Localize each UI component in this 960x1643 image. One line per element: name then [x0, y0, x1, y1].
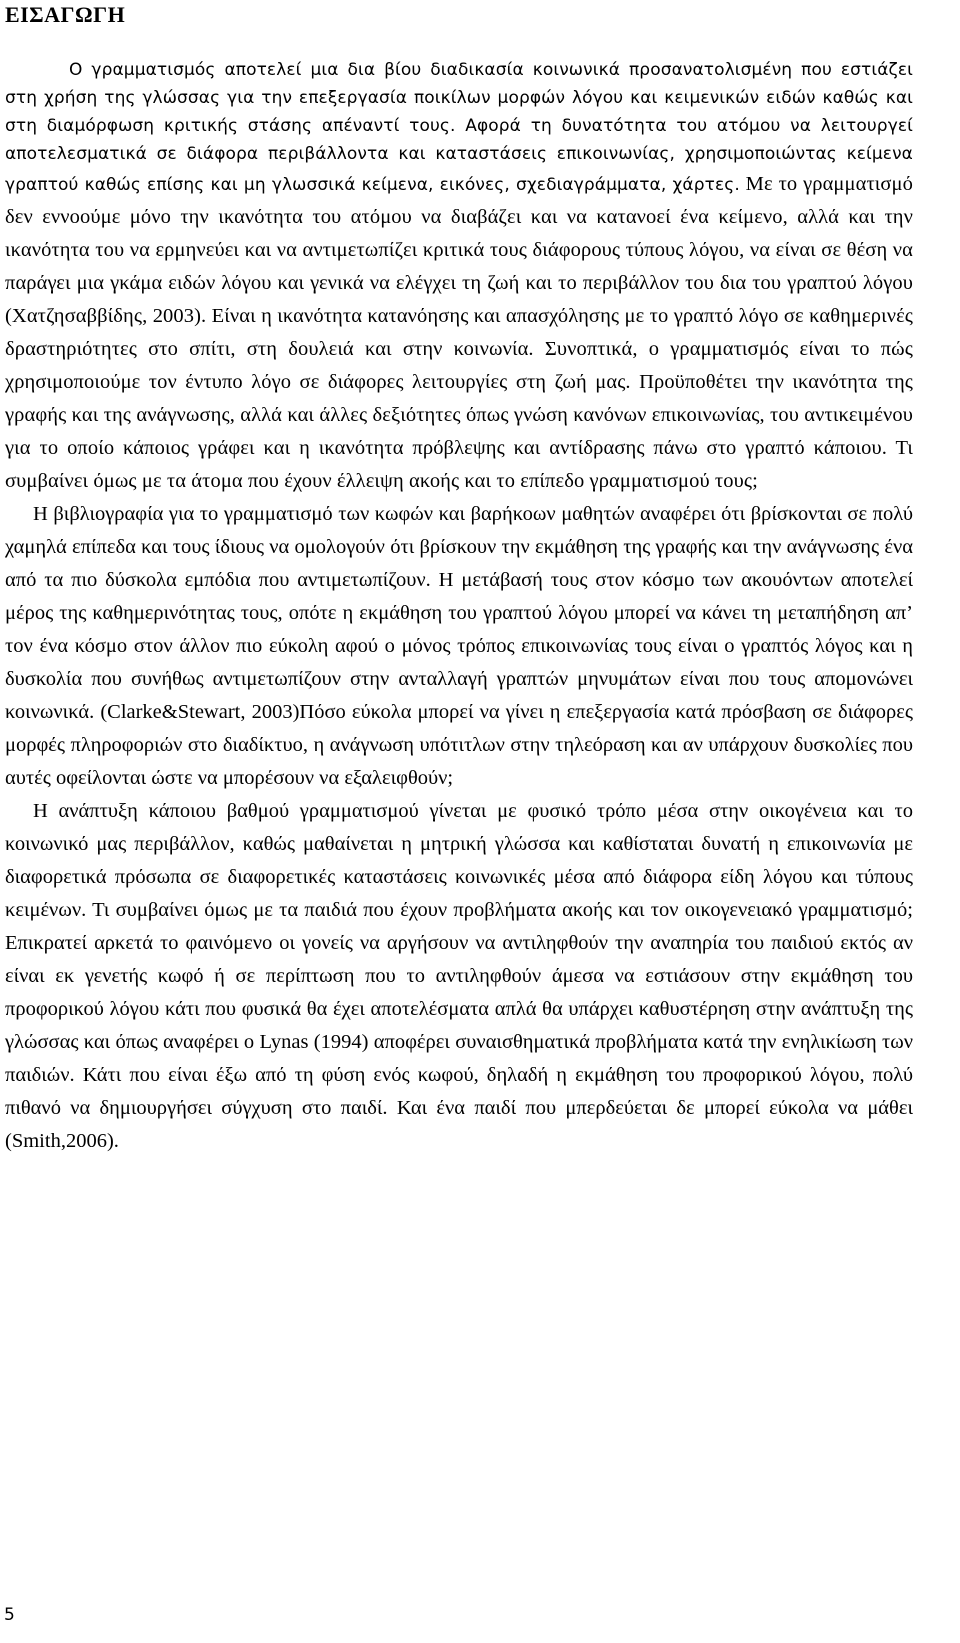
paragraph-family-literacy: Η ανάπτυξη κάποιου βαθμού γραμματισμού γίνεται με φυσικό τρόπο μέσα στην οικογένεια και το κοινωνικό μας περιβάλλον, καθώς μαθαίνεται η μητρική γλώσσα και καθίσταται δυνατή η επικοινωνία με διαφορετικά πρόσωπα σε διαφορετικές καταστάσεις κοινωνικές μέσα από διάφορα είδη λόγου και τύπους κειμένων. Τι συμβαίνει όμως με τα παιδιά που έχουν προβλήματα ακοής και τον οικογενειακό γραμματισμό; Επικρατεί αρκετά το φαινόμενο οι γονείς να αργήσουν να αντιληφθούν την αναπηρία του παιδιού εκτός αν είναι εκ γενετής κωφό ή σε περίπτωση που το αντιληφθούν άμεσα να εστιάσουν στην εκμάθηση του προφορικού λόγου κάτι που φυσικά θα έχει αποτελέσματα απλά θα υπάρχει καθυστέρηση στην ανάπτυξη της γλώσσας και όπως αναφέρει ο Lynas (1994) αποφέρει συναισθηματικά προβλήματα κατά την ενηλικίωση των παιδιών. Κάτι που είναι έξω από τη φύση ενός κωφού, δηλαδή η εκμάθηση του προφορικού λόγου, πολύ πιθανό να δημιουργήσει σύγχυση στο παιδί. Και ένα παιδί που μπερδεύεται δε μπορεί εύκολα να μάθει (Smith,2006).: [5, 800, 913, 1152]
paragraph-intro: [5, 56, 913, 498]
paragraph-intro-text: Ο γραμματισμός αποτελεί μια δια βίου διαδικασία κοινωνικά προσανατολισμένη που εστιάζει στη χρήση της γλώσσας για την επεξεργασία ποικίλων μορφών λόγου και κειμενικών ειδών καθώς και στη διαμόρφωση κριτικής στάσης απέναντί τους. Αφορά τη δυνατότητα του ατόμου να λειτουργεί αποτελεσματικά σε διάφορα περιβάλλοντα και καταστάσεις επικοινωνίας, χρησιμοποιώντας κείμενα γραπτού καθώς επίσης και μη γλωσσικά κείμενα, εικόνες, σχεδιαγράμματα, χάρτες.: [5, 60, 913, 195]
section-heading: ΕΙΣΑΓΩΓΗ: [5, 2, 126, 27]
document-body: [5, 56, 913, 1158]
paragraph-literacy-deaf: Η βιβλιογραφία για το γραμματισμό των κωφών και βαρήκοων μαθητών αναφέρει ότι βρίσκονται σε πολύ χαμηλά επίπεδα και τους ίδιους να ομολογούν ότι βρίσκουν την εκμάθηση της γραφής και την ανάγνωσης ένα από τα πιο δύσκολα εμπόδια που αντιμετωπίζουν. Η μετάβασή τους στον κόσμο των ακουόντων αποτελεί μέρος της καθημερινότητας τους, οπότε η εκμάθηση του γραπτού λόγου μπορεί να κάνει τη μεταπήδηση απ’ τον ένα κόσμο στον άλλον πιο εύκολη αφού ο μόνος τρόπος επικοινωνίας τους είναι ο γραπτός λόγος και η δυσκολία που συνήθως αντιμετωπίζουν στην ανταλλαγή γραπτών μηνυμάτων είναι που τους απομονώνει κοινωνικά. (Clarke&Stewart, 2003)Πόσο εύκολα μπορεί να γίνει η επεξεργασία κατά πρόσβαση σε διάφορες μορφές πληροφοριών στο διαδίκτυο, η ανάγνωση υπότιτλων στην τηλεόραση και αν υπάρχουν δυσκολίες που αυτές οφείλονται ώστε να μπορέσουν να εξαλειφθούν;: [5, 503, 913, 789]
page-number: 5: [4, 1605, 15, 1625]
paragraph-intro-continuation: Με το γραμματισμό δεν εννοούμε μόνο την ικανότητα του ατόμου να διαβάζει και να κατανοεί ένα κείμενο, αλλά και την ικανότητα του να ερμηνεύει και να αντιμετωπίζει κριτικά τους διάφορους τύπους λόγου, να είναι σε θέση να παράγει μια γκάμα ειδών λόγου και γενικά να ελέγχει τη ζωή και το περιβάλλον του δια του γραπτού λόγου (Χατζησαββίδης, 2003). Είναι η ικανότητα κατανόησης και απασχόλησης με το γραπτό λόγο σε καθημερινές δραστηριότητες στο σπίτι, στη δουλειά και στην κοινωνία. Συνοπτικά, ο γραμματισμός είναι το πώς χρησιμοποιούμε τον έντυπο λόγο σε διάφορες λειτουργίες στη ζωή μας. Προϋποθέτει την ικανότητα της γραφής και της ανάγνωσης, αλλά και άλλες δεξιότητες όπως γνώση κανόνων επικοινωνίας, του αντικειμένου για το οποίο κάποιος γράφει και η ικανότητα πρόβλεψης και αντίδρασης πάνω στο γραπτό κάποιου. Τι συμβαίνει όμως με τα άτομα που έχουν έλλειψη ακοής και το επίπεδο γραμματισμού τους;: [5, 173, 913, 492]
